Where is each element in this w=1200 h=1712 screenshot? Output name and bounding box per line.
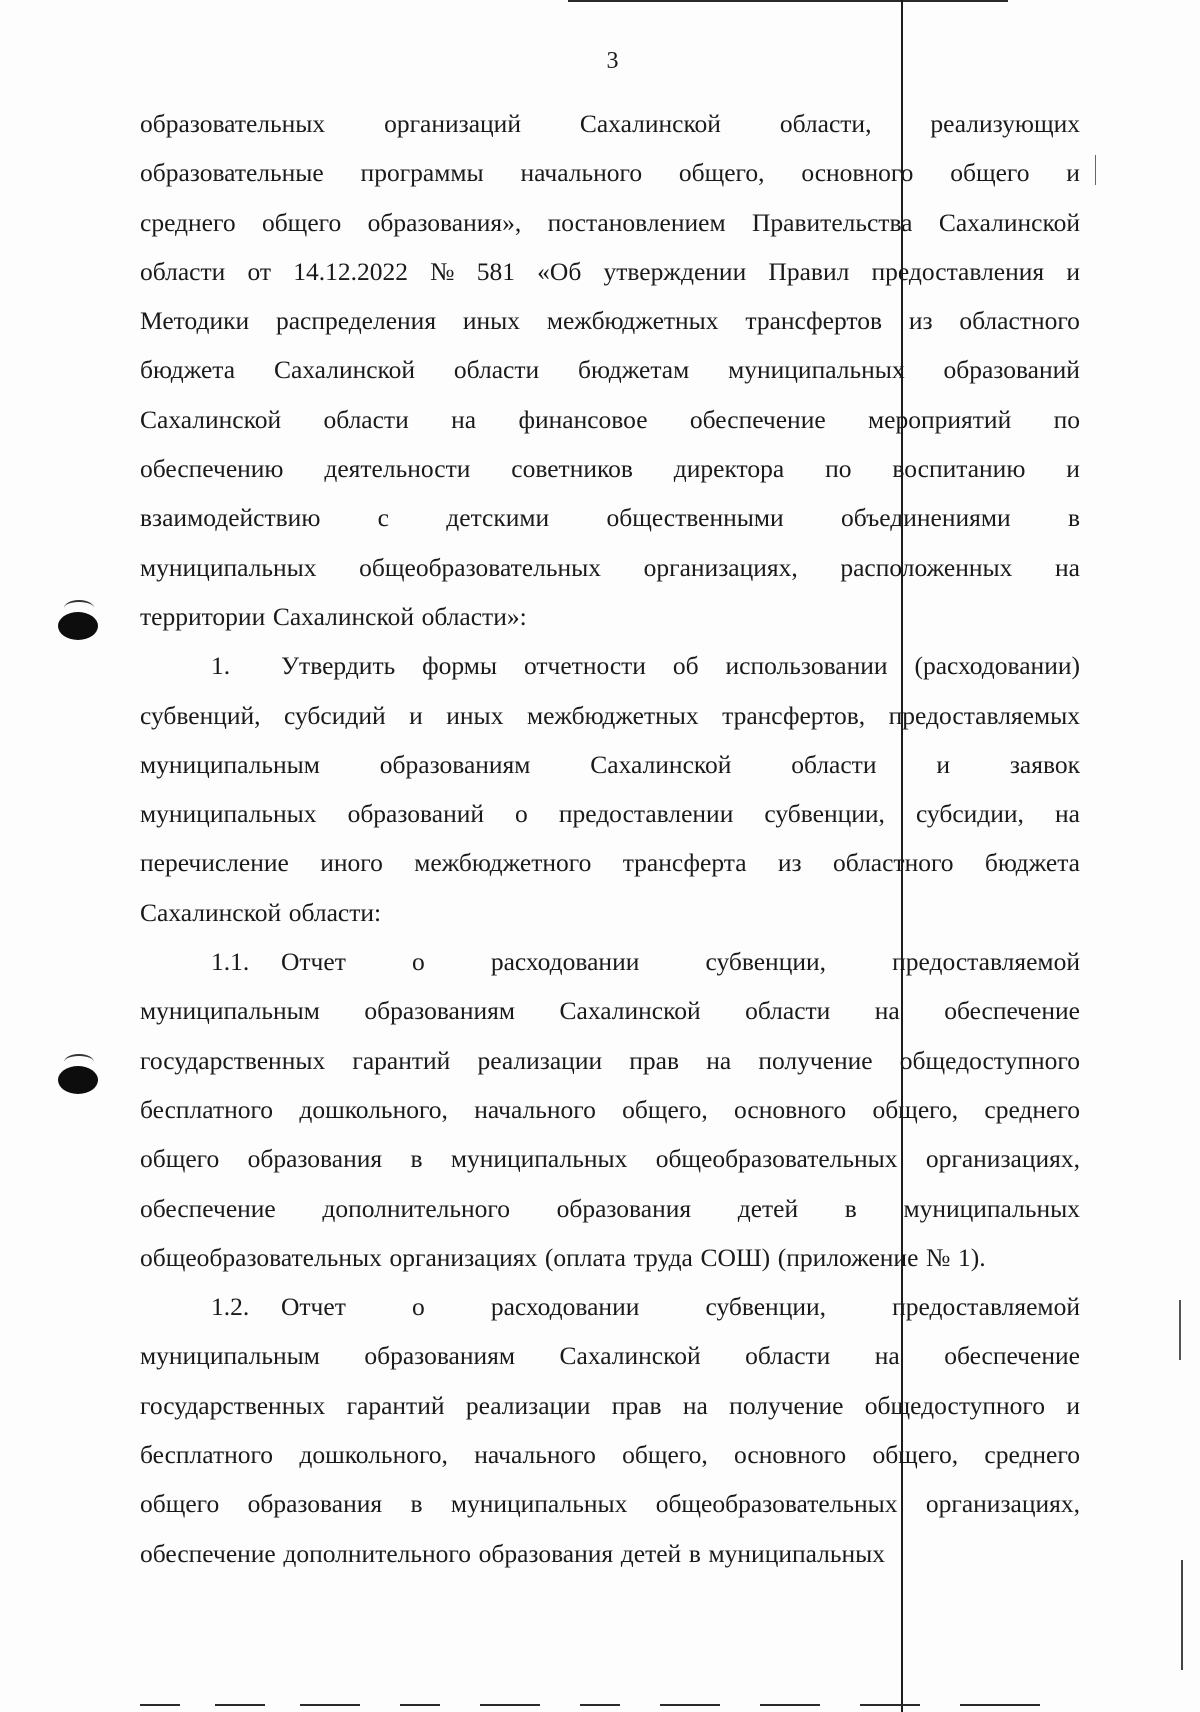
word: иных	[462, 306, 521, 336]
word: гарантий	[352, 1045, 451, 1075]
text-line	[140, 937, 1080, 986]
word: дополнительного	[322, 1193, 510, 1223]
word: 14.12.2022	[293, 256, 408, 286]
text-line	[140, 198, 1080, 247]
scan-artifact-line	[140, 1704, 180, 1706]
word: общего	[140, 1489, 220, 1519]
scan-artifact-line	[400, 1704, 440, 1706]
word: об	[672, 651, 699, 681]
word: №	[430, 256, 455, 286]
word: труда	[633, 1242, 693, 1272]
word: прав	[629, 1045, 680, 1075]
text-line	[140, 1184, 1080, 1233]
text-line	[140, 1381, 1080, 1430]
word: образовательных	[140, 109, 326, 138]
word: дополнительного	[283, 1538, 471, 1568]
word: и	[1066, 256, 1080, 286]
word: бюджета	[984, 848, 1080, 878]
scan-artifact-line	[760, 1704, 820, 1706]
scan-artifact-line	[580, 1704, 620, 1706]
word: обеспечение	[944, 1341, 1080, 1371]
word: из	[777, 848, 802, 878]
word: Отчет	[281, 947, 346, 977]
word: распределения	[275, 306, 437, 336]
word: субвенции,	[705, 947, 827, 977]
word: расположенных	[840, 552, 1013, 582]
word: образованиям	[364, 1341, 516, 1371]
word: Сахалинской	[579, 109, 721, 138]
word: предоставлении	[558, 799, 734, 829]
word: Отчет	[281, 1292, 346, 1322]
word: 581	[476, 256, 515, 286]
word: общего	[950, 158, 1030, 188]
word: о	[515, 799, 528, 829]
word: и	[936, 749, 950, 779]
word: получение	[729, 1390, 844, 1420]
word: общеобразовательных	[655, 1489, 898, 1519]
word: (приложение	[777, 1242, 919, 1272]
word: общего,	[872, 1094, 959, 1124]
text-line	[140, 543, 1080, 592]
word: Сахалинской	[559, 1341, 701, 1371]
punch-hole-icon	[58, 612, 98, 640]
text-line	[140, 986, 1080, 1035]
text-line	[140, 789, 1080, 838]
word: расходовании	[490, 947, 640, 977]
word: и	[1066, 158, 1080, 188]
paragraph	[140, 937, 1080, 1282]
word: основного	[734, 1440, 847, 1470]
word: субвенции,	[764, 799, 885, 829]
word: утверждении	[603, 256, 747, 286]
word: Сахалинской	[590, 749, 732, 779]
word: области	[745, 1341, 831, 1371]
paragraph	[140, 1282, 1080, 1578]
word: заявок	[1009, 749, 1080, 779]
word: образований	[943, 355, 1080, 385]
word: с	[377, 503, 389, 533]
word: гарантий	[346, 1390, 445, 1420]
text-line	[140, 148, 1080, 197]
word: образованиям	[364, 996, 516, 1026]
word: общего	[140, 1144, 220, 1174]
word: основного	[801, 158, 914, 188]
word: образования	[247, 1489, 383, 1519]
word: бюджетам	[578, 355, 690, 385]
word: области	[140, 256, 226, 286]
word: среднего	[984, 1094, 1080, 1124]
word: общедоступного	[864, 1390, 1045, 1420]
word: советников	[511, 454, 633, 484]
text-line	[140, 1529, 1080, 1578]
word: муниципальных	[903, 1193, 1080, 1223]
word: области	[745, 996, 831, 1026]
word: СОШ)	[700, 1242, 771, 1272]
word: муниципальных	[708, 1538, 886, 1568]
word: в	[688, 1538, 701, 1568]
word: субвенции,	[705, 1292, 827, 1322]
word: предоставляемой	[892, 947, 1080, 977]
text-line	[140, 1134, 1080, 1183]
word: детей	[737, 1193, 799, 1223]
word: 1).	[958, 1242, 986, 1272]
word: области:	[288, 897, 382, 927]
word: муниципальных	[450, 1144, 628, 1174]
word: обеспечение	[944, 996, 1080, 1026]
paragraph-number: 1.2.	[211, 1292, 250, 1322]
punch-hole-icon	[58, 1066, 98, 1094]
word: областного	[832, 848, 954, 878]
word: образования	[478, 1538, 614, 1568]
word: иных	[446, 700, 504, 730]
word: образовательные	[140, 158, 324, 188]
word: области	[453, 355, 540, 385]
text-line	[140, 1479, 1080, 1528]
word: программы	[360, 158, 484, 188]
word: «Об	[537, 256, 582, 286]
word: образованиям	[379, 749, 531, 779]
word: предоставления	[871, 256, 1045, 286]
word: образования»,	[367, 207, 522, 237]
scan-artifact-line	[1181, 1560, 1183, 1670]
word: Сахалинской	[140, 897, 282, 927]
word: перечисление	[140, 848, 289, 878]
word: мероприятий	[868, 404, 1012, 434]
word: получение	[758, 1045, 873, 1075]
text-line	[140, 296, 1080, 345]
scan-artifact-line	[568, 0, 1008, 2]
word: отчетности	[523, 651, 646, 681]
word: основного	[734, 1094, 847, 1124]
word: трансферта	[622, 848, 747, 878]
word: детей	[620, 1538, 682, 1568]
word: территории	[140, 601, 266, 631]
word: Сахалинской	[140, 404, 282, 434]
word: образования	[556, 1193, 692, 1223]
word: по	[825, 454, 852, 484]
word: образований	[347, 799, 485, 829]
text-line	[140, 1233, 1080, 1282]
word: дошкольного,	[299, 1440, 448, 1470]
word: обеспечение	[140, 1538, 276, 1568]
text-line	[140, 1430, 1080, 1479]
word: образования	[247, 1144, 383, 1174]
word: Сахалинской	[272, 601, 414, 631]
text-line	[140, 888, 1080, 937]
document-body	[140, 99, 1080, 1578]
text-line	[140, 444, 1080, 493]
word: организациях,	[643, 552, 798, 582]
word: реализации	[477, 1045, 603, 1075]
word: иного	[320, 848, 383, 878]
word: воспитанию	[892, 454, 1026, 484]
word: муниципальных	[140, 552, 317, 582]
word: организаций	[384, 109, 521, 138]
word: Правительства	[752, 207, 913, 237]
word: из	[908, 306, 933, 336]
word: (расходовании)	[914, 651, 1080, 681]
scan-artifact-line	[1179, 1300, 1181, 1360]
word: области	[791, 749, 877, 779]
word: обеспечение	[140, 1193, 276, 1223]
word: общественными	[606, 503, 784, 533]
word: на	[682, 1390, 708, 1420]
word: общего,	[678, 158, 765, 188]
word: организациях	[389, 1242, 538, 1272]
word: области	[323, 404, 409, 434]
word: межбюджетных	[546, 306, 719, 336]
scan-artifact-line	[480, 1704, 540, 1706]
word: межбюджетного	[414, 848, 592, 878]
text-line	[140, 99, 1080, 148]
text-line	[140, 1036, 1080, 1085]
word: общего,	[622, 1440, 708, 1470]
word: области,	[779, 109, 872, 138]
word: использовании	[725, 651, 888, 681]
word: субсидии,	[915, 799, 1024, 829]
word: общего,	[872, 1440, 959, 1470]
word: предоставляемых	[888, 700, 1080, 730]
word: межбюджетных	[526, 700, 699, 730]
text-line	[140, 691, 1080, 740]
text-line	[140, 395, 1080, 444]
word: муниципальных	[728, 355, 905, 385]
word: деятельности	[324, 454, 471, 484]
word: объединениями	[840, 503, 1011, 533]
word: среднего	[984, 1440, 1080, 1470]
text-line	[140, 740, 1080, 789]
word: финансовое	[518, 404, 648, 434]
word: по	[1053, 404, 1080, 434]
scan-artifact-line	[660, 1704, 720, 1706]
word: и	[1066, 454, 1080, 484]
word: общеобразовательных	[359, 552, 602, 582]
word: начального	[474, 1094, 596, 1124]
word: субвенций,	[140, 700, 261, 730]
word: муниципальных	[140, 799, 317, 829]
word: государственных	[140, 1390, 326, 1420]
word: на	[706, 1045, 732, 1075]
word: №	[926, 1242, 951, 1272]
text-line	[140, 641, 1080, 690]
word: детскими	[446, 503, 550, 533]
word: обеспечение	[689, 404, 826, 434]
text-line	[140, 1282, 1080, 1331]
paragraph-number: 1.1.	[211, 947, 250, 977]
paragraph	[140, 99, 1080, 641]
text-line	[140, 1085, 1080, 1134]
word: прав	[611, 1390, 662, 1420]
page-number: 3	[606, 48, 619, 74]
text-line	[140, 345, 1080, 394]
word: трансфертов,	[722, 700, 866, 730]
word: о	[411, 947, 425, 977]
word: общеобразовательных	[655, 1144, 898, 1174]
scan-artifact-line	[860, 1704, 920, 1706]
word: (оплата	[544, 1242, 626, 1272]
word: Сахалинской	[938, 207, 1080, 237]
word: организациях,	[925, 1489, 1080, 1519]
word: бюджета	[140, 355, 236, 385]
word: Сахалинской	[559, 996, 701, 1026]
word: областного	[959, 306, 1080, 336]
scan-artifact-line	[300, 1704, 360, 1706]
word: муниципальным	[140, 749, 320, 779]
word: муниципальных	[450, 1489, 628, 1519]
word: Правил	[768, 256, 850, 286]
word: на	[1054, 799, 1080, 829]
word: муниципальным	[140, 996, 320, 1026]
word: расходовании	[490, 1292, 640, 1322]
scan-artifact-line	[215, 1704, 265, 1706]
scan-artifact-line	[960, 1704, 1040, 1706]
word: в	[410, 1489, 423, 1519]
word: и	[1066, 1390, 1080, 1420]
text-line	[140, 838, 1080, 887]
text-line	[140, 592, 1080, 641]
word: общего,	[622, 1094, 708, 1124]
word: на	[451, 404, 477, 434]
word: общего	[261, 207, 342, 237]
word: среднего	[140, 207, 236, 237]
word: на	[1055, 552, 1080, 582]
word: постановлением	[547, 207, 726, 237]
word: от	[247, 256, 272, 286]
word: реализации	[465, 1390, 591, 1420]
paragraph-number: 1.	[211, 651, 231, 681]
word: о	[411, 1292, 425, 1322]
paragraph	[140, 641, 1080, 937]
word: Сахалинской	[273, 355, 416, 385]
word: общеобразовательных	[140, 1242, 382, 1272]
word: организациях,	[925, 1144, 1080, 1174]
word: начального	[474, 1440, 596, 1470]
word: предоставляемой	[892, 1292, 1080, 1322]
word: в	[410, 1144, 423, 1174]
word: Методики	[140, 306, 250, 336]
word: дошкольного,	[299, 1094, 448, 1124]
word: субсидий	[284, 700, 386, 730]
text-line	[140, 1331, 1080, 1380]
word: взаимодействию	[140, 503, 321, 533]
word: на	[874, 996, 900, 1026]
word: муниципальным	[140, 1341, 320, 1371]
word: обеспечению	[140, 454, 284, 484]
word: трансфертов	[745, 306, 883, 336]
word: области»:	[421, 601, 527, 631]
word: бесплатного	[140, 1094, 274, 1124]
word: реализующих	[930, 109, 1080, 138]
word: Утвердить	[281, 651, 396, 681]
word: в	[1067, 503, 1080, 533]
word: общедоступного	[899, 1045, 1080, 1075]
text-line	[140, 247, 1080, 296]
text-line	[140, 493, 1080, 542]
word: государственных	[140, 1045, 326, 1075]
scan-artifact-line	[1095, 155, 1096, 185]
word: на	[874, 1341, 900, 1371]
word: директора	[673, 454, 785, 484]
word: в	[844, 1193, 857, 1223]
word: бесплатного	[140, 1440, 274, 1470]
word: формы	[422, 651, 498, 681]
word: и	[409, 700, 423, 730]
word: начального	[520, 158, 643, 188]
